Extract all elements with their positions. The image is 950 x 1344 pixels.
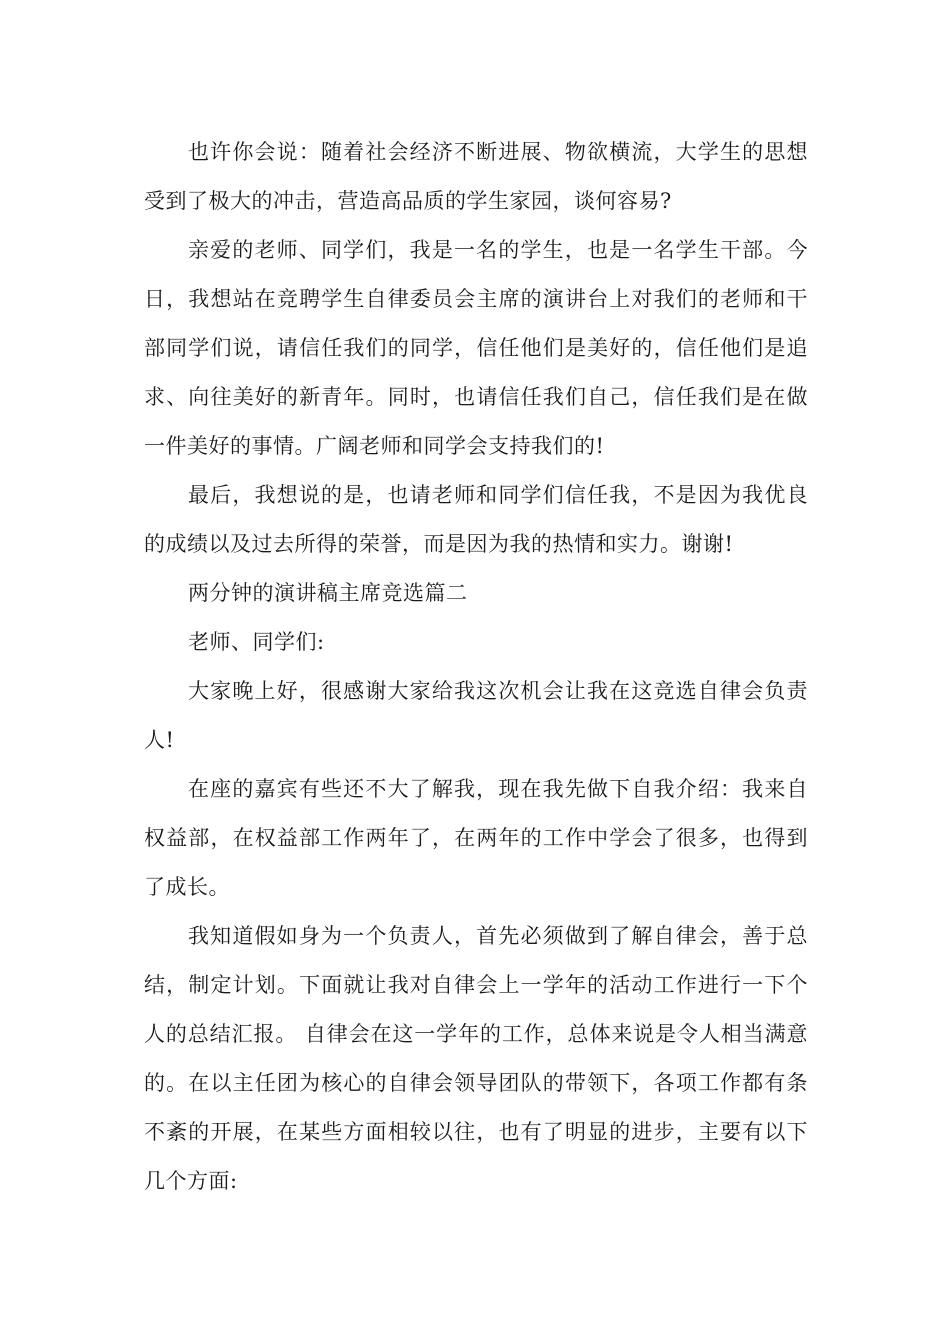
paragraph: 也许你会说：随着社会经济不断进展、物欲横流，大学生的思想受到了极大的冲击，营造高品质的学生家园，谈何容易? xyxy=(144,140,808,213)
paragraph: 我知道假如身为一个负责人，首先必须做到了解自律会，善于总结，制定计划。下面就让我对自律会上一学年的活动工作进行一下个人的总结汇报。 自律会在这一学年的工作，总体来说是令人相当满意的。在以主任团为核心的自律会领导团队的带领下，各项工作都有条不紊的开展，在某些方面相较以往，也有了明显的进步，主要有以下几个方面: xyxy=(144,924,808,1193)
paragraph: 最后，我想说的是，也请老师和同学们信任我，不是因为我优良的成绩以及过去所得的荣誉，而是因为我的热情和实力。谢谢! xyxy=(144,483,808,556)
salutation: 老师、同学们: xyxy=(188,630,325,654)
document-body xyxy=(144,128,808,1206)
paragraph: 在座的嘉宾有些还不大了解我，现在我先做下自我介绍：我来自权益部，在权益部工作两年了，在两年的工作中学会了很多，也得到了成长。 xyxy=(144,777,808,899)
paragraph: 亲爱的老师、同学们，我是一名的学生，也是一名学生干部。今日，我想站在竞聘学生自律委员会主席的演讲台上对我们的老师和干部同学们说，请信任我们的同学，信任他们是美好的，信任他们是追求、向往美好的新青年。同时，也请信任我们自己，信任我们是在做一件美好的事情。广阔老师和同学会支持我们的! xyxy=(144,238,808,458)
paragraph: 大家晚上好，很感谢大家给我这次机会让我在这竞选自律会负责人! xyxy=(144,679,808,752)
section-heading: 两分钟的演讲稿主席竞选篇二 xyxy=(188,581,468,605)
